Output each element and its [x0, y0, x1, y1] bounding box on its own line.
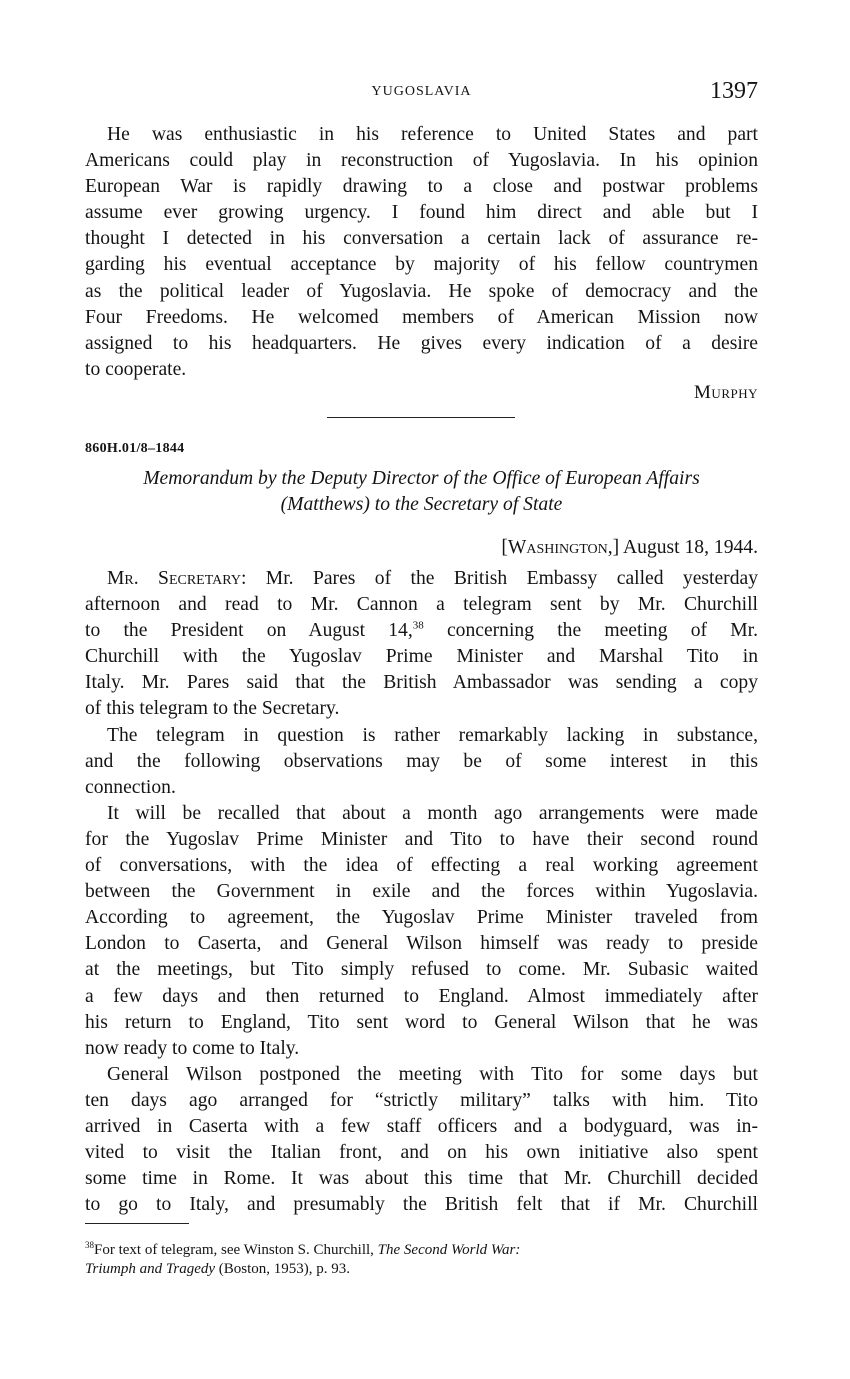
footnote-reference[interactable]: 38: [412, 619, 424, 632]
text-line: Italy. Mr. Pares said that the British Ambassador was sending a copy: [85, 672, 758, 694]
text-line: assume ever growing urgency. I found him direct and able but I: [85, 202, 758, 224]
salutation: Mr. Secretary: [107, 568, 241, 589]
text-line: Americans could play in reconstruction of Yugoslavia. In his opinion: [85, 150, 758, 172]
text-line: his return to England, Tito sent word to General Wilson that he was: [85, 1011, 758, 1033]
text-line: connection.: [85, 776, 176, 798]
dateline: [Washington,] August 18, 1944.: [501, 537, 758, 558]
text-line: Mr. Secretary: Mr. Pares of the British Embassy called yesterday: [107, 568, 758, 589]
text-line: London to Caserta, and General Wilson himself was ready to preside: [85, 933, 758, 955]
footnote-book-title: The Second World War:: [377, 1242, 521, 1258]
footnote-line: $^{38}$For text of telegram, see Winston S. Churchill, The Second World War:: [85, 1240, 521, 1258]
text-line: arrived in Caserta with a few staff officers and a bodyguard, was in-: [85, 1115, 758, 1137]
memo-title-line: Memorandum by the Deputy Director of the Office of European Affairs: [143, 468, 700, 489]
text-line: of this telegram to the Secretary.: [85, 698, 340, 720]
footnote-marker: 38: [85, 1240, 94, 1250]
running-title: YUGOSLAVIA: [371, 84, 472, 99]
text-line: and the following observations may be of some interest in this: [85, 750, 758, 772]
text-line: as the political leader of Yugoslavia. He spoke of democracy and the: [85, 280, 758, 302]
text-line: to go to Italy, and presumably the British felt that if Mr. Churchill: [85, 1194, 758, 1216]
page-number: 1397: [710, 78, 758, 104]
running-head: [85, 78, 758, 108]
memo-title-line: (Matthews) to the Secretary of State: [280, 494, 563, 515]
text-line: The telegram in question is rather remarkably lacking in substance,: [107, 724, 758, 746]
text-line: to the President on August 14,38 concerning the meeting of Mr.: [85, 619, 758, 642]
text-line: thought I detected in his conversation a certain lack of assurance re-: [85, 228, 758, 250]
text-line: Four Freedoms. He welcomed members of American Mission now: [85, 306, 758, 328]
text-line: European War is rapidly drawing to a close and postwar problems: [85, 176, 758, 198]
text-line: assigned to his headquarters. He gives every indication of a desire: [85, 332, 758, 354]
text-line: Churchill with the Yugoslav Prime Minister and Marshal Tito in: [85, 646, 758, 668]
memo-body: [85, 566, 758, 1218]
footnote-divider: [85, 1223, 189, 1224]
footnote: [85, 1236, 758, 1279]
text-line: afternoon and read to Mr. Cannon a telegram sent by Mr. Churchill: [85, 594, 758, 616]
file-number: 860H.01/8–1844: [85, 441, 185, 456]
signature: Murphy: [694, 382, 758, 403]
memo-title: [85, 466, 758, 518]
footnote-line: Triumph and Tragedy (Boston, 1953), p. 93.: [85, 1261, 351, 1277]
text-line: some time in Rome. It was about this time that Mr. Churchill decided: [85, 1168, 758, 1190]
text-line: It will be recalled that about a month ago arrangements were made: [107, 802, 758, 824]
dateline-place: Washington,: [507, 537, 613, 558]
text-line: a few days and then returned to England. Almost immediately after: [85, 985, 758, 1007]
text-line: According to agreement, the Yugoslav Prime Minister traveled from: [85, 907, 758, 929]
text-line: He was enthusiastic in his reference to United States and part: [107, 124, 758, 145]
text-line: garding his eventual acceptance by majority of his fellow countrymen: [85, 254, 758, 276]
text-line: vited to visit the Italian front, and on his own initiative also spent: [85, 1142, 758, 1164]
text-line: General Wilson postponed the meeting with Tito for some days but: [107, 1063, 758, 1085]
text-line: at the meetings, but Tito simply refused to come. Mr. Subasic waited: [85, 959, 758, 981]
footnote-book-subtitle: Triumph and Tragedy: [85, 1261, 216, 1277]
text-line: to cooperate.: [85, 358, 187, 380]
text-line: between the Government in exile and the forces within Yugoslavia.: [85, 881, 758, 903]
text-line: for the Yugoslav Prime Minister and Tito to have their second round: [85, 828, 758, 850]
text-line: now ready to come to Italy.: [85, 1037, 300, 1059]
text-line: of conversations, with the idea of effecting a real working agreement: [85, 855, 758, 877]
continued-paragraph: [85, 122, 758, 383]
text-line: ten days ago arranged for “strictly military” talks with him. Tito: [85, 1089, 758, 1111]
section-divider: [327, 417, 515, 418]
dateline-date: August 18, 1944.: [623, 537, 758, 558]
